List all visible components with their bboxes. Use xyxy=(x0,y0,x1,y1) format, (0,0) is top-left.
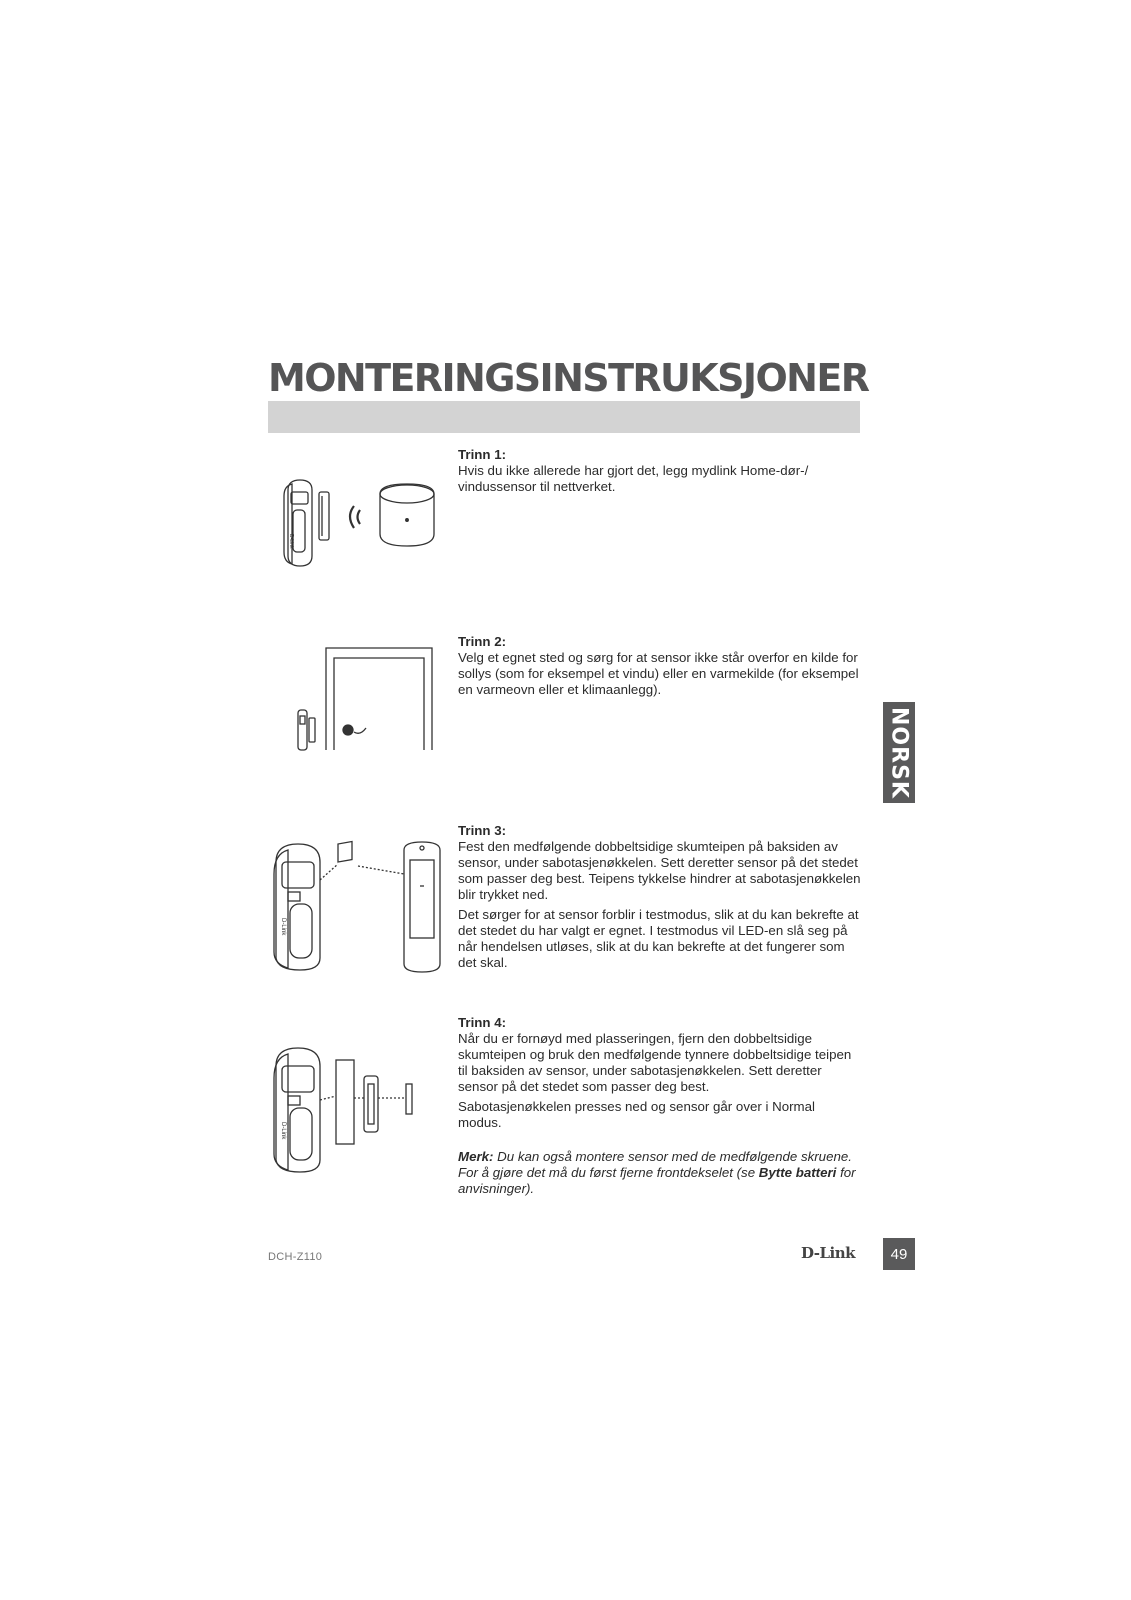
language-tab xyxy=(883,702,915,803)
title-underline-bar xyxy=(268,401,860,433)
sensor-front-icon xyxy=(274,844,320,970)
step-2-illustration xyxy=(284,644,444,752)
language-tab-label: NORSK xyxy=(886,706,912,799)
step-3-text-2: Det sørger for at sensor forblir i testmodus, slik at du kan bekrefte at det stedet du har valgt er egnet. I testmodus vil LED-en slå seg på når hendelsen utløses, slik at du kan bekrefte at det fungerer som det skal. xyxy=(458,907,859,970)
sensor-front-icon xyxy=(274,1048,320,1172)
dlink-logo: D-Link xyxy=(801,1244,856,1262)
step-2-heading: Trinn 2: xyxy=(458,634,507,649)
step-1-heading: Trinn 1: xyxy=(458,447,507,462)
page-number: 49 xyxy=(883,1238,915,1270)
door-icon xyxy=(326,648,432,750)
svg-text:D-Link: D-Link xyxy=(280,1122,286,1140)
note-text-before: Du kan også montere sensor med de medfølgende skruene. For å gjøre det må du først fjerne frontdekselet (se xyxy=(458,1149,852,1180)
magnet-tape-icon xyxy=(406,1084,412,1114)
foam-tape-icon xyxy=(338,842,352,862)
step-4 xyxy=(458,1015,862,1201)
step-3-heading: Trinn 3: xyxy=(458,823,507,838)
step-4-text-1: Når du er fornøyd med plasseringen, fjern den dobbeltsidige skumteipen og bruk den medfølgende tynnere dobbeltsidige teipen til baksiden av sensor, under sabotasjenøkkelen. Sett deretter sensor på det stedet som passer deg best. xyxy=(458,1031,852,1094)
mounted-sensor-icon xyxy=(298,710,315,750)
step-2 xyxy=(458,634,862,702)
step-4-illustration xyxy=(270,1044,430,1176)
model-number: DCH-Z110 xyxy=(268,1251,323,1263)
step-1-illustration xyxy=(278,478,448,574)
svg-text:D-Link: D-Link xyxy=(280,918,286,936)
note-reference: Bytte batteri xyxy=(758,1165,837,1180)
step-1-text: Hvis du ikke allerede har gjort det, legg mydlink Home-dør-/ vindussensor til nettverket. xyxy=(458,463,809,494)
thin-tape-icon xyxy=(336,1060,354,1144)
page-title: MONTERINGSINSTRUKSJONER xyxy=(268,356,869,400)
step-3-illustration xyxy=(270,840,450,974)
gateway-hub-icon xyxy=(380,484,434,546)
wireless-signal-icon xyxy=(350,506,360,528)
magnet-icon xyxy=(364,1076,378,1132)
sensor-device-icon xyxy=(284,480,312,566)
step-4-heading: Trinn 4: xyxy=(458,1015,507,1030)
step-1 xyxy=(458,447,862,499)
step-2-text: Velg et egnet sted og sørg for at sensor ikke står overfor en kilde for sollys (som for eksempel et vindu) eller en varmekilde (for eksempel en varmeovn eller et klimaanlegg). xyxy=(458,650,859,697)
sensor-back-icon xyxy=(404,842,440,972)
magnet-icon xyxy=(319,492,329,540)
step-4-note xyxy=(458,1149,862,1197)
note-text-after: for anvisninger). xyxy=(458,1165,856,1196)
svg-text:D-Link: D-Link xyxy=(288,534,294,549)
note-label: Merk: xyxy=(458,1149,494,1164)
step-4-text-2: Sabotasjenøkkelen presses ned og sensor går over i Normal modus. xyxy=(458,1099,815,1130)
step-3 xyxy=(458,823,862,975)
step-3-text-1: Fest den medfølgende dobbeltsidige skumteipen på baksiden av sensor, under sabotasjenøkkelen. Sett deretter sensor på det stedet som passer deg best. Teipens tykkelse hindrer at sabotasjenøkkelen blir trykket ned. xyxy=(458,839,861,902)
